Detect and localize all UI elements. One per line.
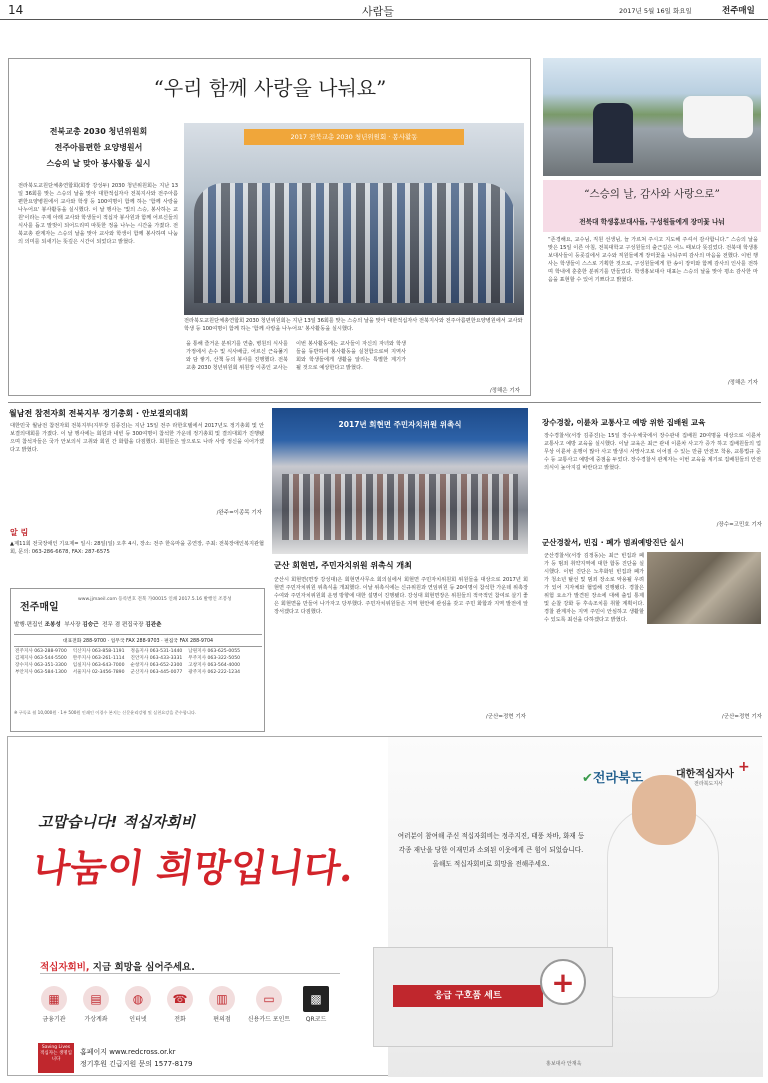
masthead-name: 전주매일: [20, 602, 59, 613]
dir-cell: 완주지사 063-261-1114: [72, 656, 125, 661]
main-body-mid: 을 통해 즐거운 분위기를 연출, 병원의 식사를 가정에서 손수 및 식사배급, 어르신 근육풀기와 담 쌓기, 산책 등의 봉사를 진행했다. 전북교총 2030 청년위원회 위원장 이종인 교사는: [186, 341, 288, 371]
phone-icon: ☎: [167, 986, 193, 1012]
dir-cell: 서울지사 02-3456-7890: [72, 670, 125, 675]
ad-cta: [40, 959, 195, 973]
council-body: 대한민국 월남전 참전자회 전북지부(지부장 김종진)는 지난 15일 전주 라한호텔에서 2017년도 정기총회 및 안보결의대회를 가졌다. 이 날 행사에는 회원과 내빈 등 300여명이 참석한 가운데 정기총회 및 결의대회가 진행됐으며 참석자들은 국가 안보의식 고취와 회원 간 화합을 다짐했다. 회원들은 앞으로도 나라 사랑 정신을 이어가겠다고 밝혔다.: [10, 423, 264, 453]
gunsan-crime-headline: 군산경찰서, 빈집 · 폐가 범죄예방진단 실시: [542, 538, 684, 547]
dir-cell: 부안지사 063-584-1300: [15, 670, 67, 675]
photo-car: [683, 96, 753, 138]
main-sub-3: 스승의 날 맞아 봉사활동 실시: [46, 159, 151, 168]
teacherday-body: “존경해요, 교수님, 직원 선생님, 늘 가르쳐 주시고 지도해 주셔서 감사합니다.” 스승의 날을 맞은 15일 이른 아침, 전북대학교 구성원들의 출근길은 어느 때보다 뜻깊었다. 전북대 학생홍보대사들이 등굣길에서 교수와 직원들에게 장미꽃을 나눠주며 감사의 마음을 전했다. 이번 행사는 학생들이 스스로 기획한 것으로, 구성원들에게 한 송이 장미와 함께 감사의 인사를 전하며 학내에 훈훈한 분위기를 만들었다. 학생홍보대사 대표는 스승의 날을 맞아 평소 감사한 마음을 표현할 수 있어 기쁘다고 밝혔다.: [548, 237, 758, 283]
gunsan-photo: [272, 408, 528, 554]
police-body: 장수경찰서(서장 김종진)는 15일 장수우체국에서 장수관내 집배원 20여명을 대상으로 이륜차 교통사고 예방 교육을 실시했다. 이날 교육은 최근 관내 이륜차 사고가 증가 하고 집배원들의 업무상 이륜차 운행이 많아 사고 발생시 사망사고로 이어질 수 있는 만큼 안전모 착용, 교통법규 준수 등 교통사고 예방에 중점을 두었다. 장수경찰서 관계자는 이번 교육을 계기로 집배원들의 안전의식이 높아지길 바란다고 밝혔다.: [544, 433, 761, 471]
dir-cell: 임실지사 063-643-7000: [72, 663, 125, 668]
gunsan-crime-photo: [647, 552, 761, 624]
ad-message: 여러분이 참여해 주신 적십자회비는 정주지진, 태풍 차바, 화재 등 각종 재난을 당한 이재민과 소외된 이웃에게 큰 힘이 되었습니다. 올해도 적십자회비로 희망을 전해주세요.: [397, 832, 585, 868]
ad-cta-red: 적십자회비,: [40, 962, 90, 973]
main-body-left: 전라북도교원단체총연합회(회장 강성두) 2030 청년위원회는 지난 13일 36회를 맞는 스승의 날을 맞아 대한적십자사 전북지사와 전주아름편한요양병원에서 교사와 학생 등 100여명이 함께 하는 '함께 사랑을 나누어요' 봉사활동을 실시했다. 이 날 행사는 '빛의 스승, 봉사하는 교원'이라는 주제 아래 교사와 학생들이 적십자 봉사원과 함께 어르신들의 식사를 돕고 말벗이 되어드리며 따뜻한 정을 나누는 시간을 가졌다. 전북교총 관계자는 스승의 날을 맞아 교사와 학생이 함께 봉사하며 나눔의 의미를 되새기는 뜻깊은 시간이 되었다고 밝혔다.: [18, 183, 178, 245]
masthead-phone: 대표전화 288-9700 · 업무국 FAX 288-9703 · 편집국 FAX 288-9704: [14, 634, 262, 647]
paper-name: 전주매일: [722, 6, 755, 16]
editor-label: 부사장: [64, 622, 81, 628]
main-photo: [184, 123, 524, 315]
dir-cell: 장수지사 063-351-3300: [15, 663, 67, 668]
dir-cell: 정읍지사 063-531-1440: [130, 649, 183, 654]
main-body-right: 이번 봉사활동에는 교사들이 자신의 자녀와 학생들을 동반하여 봉사활동을 실천함으로써 지역사회와 학생들에게 생활을 알리는 특별한 계기가 될 것으로 예상한다고 밝혔다.: [296, 341, 406, 371]
gunsan-crime-body-cont: [544, 626, 761, 704]
method-internet[interactable]: ◍ 인터넷: [118, 986, 158, 1023]
ad-org-cross-icon: +: [738, 759, 750, 775]
dir-cell: 익산지사 063-858-1191: [72, 649, 125, 654]
teacherday-headline: “스승의 날, 감사와 사랑으로”: [584, 188, 720, 200]
bank-icon: ▦: [41, 986, 67, 1012]
ad-redcross-icon: +: [540, 959, 586, 1005]
ad-slogan-1: 고맙습니다! 적십자회비: [38, 813, 195, 831]
notice-title: 알 림: [10, 528, 29, 537]
store-icon: ▥: [209, 986, 235, 1012]
teacherday-subhead: 전북대 학생홍보대사들, 구성원들에게 장미꽃 나눠: [579, 218, 725, 226]
gunsan-event-byline: /군산=정현 기자: [485, 714, 526, 720]
ad-kit-label: 응급 구호품 세트: [393, 985, 543, 1007]
method-qr[interactable]: ▩ QR코드: [296, 986, 336, 1023]
wallet-icon: ▤: [83, 986, 109, 1012]
gunsan-event-headline: 군산 회현면, 주민자치위원 위촉식 개최: [274, 561, 412, 570]
editor-name: 김승근: [82, 622, 99, 628]
masthead-staff: [14, 620, 262, 628]
ad-badge: Saving Lives 적십자는 생명입니다: [38, 1043, 74, 1073]
police-headline: 장수경찰, 이륜차 교통사고 예방 위한 집배원 교육: [542, 418, 706, 427]
dir-cell: 무주지사 063-322-5050: [188, 656, 241, 661]
dir-cell: 진안지사 063-433-3331: [130, 656, 183, 661]
ad-org: 대한적십자사: [676, 769, 734, 780]
redcross-ad: [7, 736, 762, 1076]
photo-crowd: [194, 183, 514, 303]
main-byline: /정해은 기자: [489, 388, 520, 394]
council-byline: /완주=이종목 기자: [216, 510, 262, 516]
gunsan-banner: 2017년 회현면 주민자치위원 위촉식: [338, 420, 462, 429]
method-store[interactable]: ▥ 편의점: [202, 986, 242, 1023]
directory-row: [12, 648, 243, 655]
photo-people: [593, 103, 633, 163]
photo-group: [282, 474, 518, 540]
publisher-name: 조봉성: [44, 622, 61, 628]
directory-row: [12, 669, 243, 676]
method-virtual-account[interactable]: ▤ 가상계좌: [76, 986, 116, 1023]
teacherday-photo: [543, 58, 761, 176]
dir-cell: 김제지사 063-544-5500: [15, 656, 67, 661]
divider: [8, 402, 761, 403]
council-headline: 월남전 참전자회 전북지부 정기총회 · 안보결의대회: [9, 409, 189, 418]
main-sub-2: 전주아름편한 요양병원서: [54, 143, 143, 152]
globe-icon: ◍: [125, 986, 151, 1012]
ad-province: ✔전라북도: [582, 771, 644, 786]
ad-slogan-2: 나눔이 희망입니다.: [30, 845, 357, 890]
photo-banner: 2017 전북교총 2030 청년위원회 · 봉사활동: [244, 129, 464, 145]
dir-cell: 고창지사 063-564-4000: [188, 663, 241, 668]
qr-icon: ▩: [303, 986, 329, 1012]
gunsan-crime-byline: /군산=정현 기자: [721, 714, 762, 720]
main-photo-caption: 전라북도교원단체총연합회 2030 청년위원회는 지난 13일 36회를 맞는 스승의 날을 맞아 대한적십자사 전북지사와 전주아름편한요양병원에서 교사와 학생 등 100여명이 함께 하는 '함께 사랑을 나누어요' 봉사활동을 실시했다.: [184, 318, 523, 332]
teacherday-byline: /정해은 기자: [727, 380, 758, 386]
dir-cell: 광주지사 062-222-1234: [188, 670, 241, 675]
method-bank[interactable]: ▦ 금융기관: [34, 986, 74, 1023]
ad-org-sub: 전라북도지사: [694, 781, 723, 787]
issue-date: 2017년 5월 16일 화요일: [619, 7, 692, 15]
card-icon: ▭: [256, 986, 282, 1012]
dir-cell: 순창지사 063-652-2300: [130, 663, 183, 668]
ad-homepage: 홈페이지 www.redcross.or.kr: [80, 1048, 176, 1056]
dir-cell: 남원지사 063-625-0055: [188, 649, 241, 654]
main-subheads: [16, 124, 181, 172]
ad-hotline: 정기후원 긴급지원 문의 1577-8179: [80, 1060, 193, 1068]
method-phone[interactable]: ☎ 전화: [160, 986, 200, 1023]
chief-name: 김관춘: [145, 622, 162, 628]
chief-label: 전무 겸 편집국장: [102, 622, 144, 628]
directory-row: [12, 655, 243, 662]
page-number: 14: [8, 3, 24, 17]
masthead-info: www.jjmaeil.com 등록번호 전북 가00015 인쇄 2017.5.16 발행인 조봉성: [78, 597, 232, 602]
gunsan-crime-body: 군산경찰서(서장 김정동)는 최근 빈집과 폐가 등 범죄 취약지역에 대한 합동 진단을 실시했다. 이번 진단은 노후화된 빈집과 폐가가 청소년 탈선 및 범죄 장소로 악용될 우려가 있어 지자체와 협업해 진행됐다. 경찰은 위험 요소가 발견된 장소에 대해 출입 통제 및 순찰 강화 등 후속조치를 취할 계획이다. 경찰 관계자는 지역 주민이 안심하고 생활할 수 있도록 최선을 다하겠다고 밝혔다.: [544, 553, 644, 623]
province-mark-icon: ✔: [582, 771, 593, 786]
section-name: 사람들: [362, 5, 394, 18]
ad-cta-rest: 지금 희망을 심어주세요.: [89, 962, 195, 973]
masthead-footer: ※ 구독료 월 10,000원 · 1부 500원 인쇄인 이경수 본지는 신문윤리강령 및 실천요강을 준수합니다.: [14, 710, 197, 715]
page-header: [0, 0, 768, 20]
main-headline: “우리 함께 사랑을 나눠요”: [153, 76, 387, 100]
police-byline: /장수=고민호 기자: [716, 522, 762, 528]
notice-body: ▲제11회 전국장애인 기요제= 일시: 28일(일) 오후 4시, 장소: 전주 한옥마을 공연장, 주최: 전북장애인복지관협회, 문의: 063-286-6678, FAX: 287-6575: [10, 541, 264, 555]
ad-rule: [40, 973, 340, 974]
main-sub-1: 전북교총 2030 청년위원회: [49, 127, 148, 136]
masthead-directory: [12, 648, 243, 676]
method-card-points[interactable]: ▭ 신용카드 포인트: [244, 986, 294, 1023]
dir-cell: 군산지사 063-445-0077: [130, 670, 183, 675]
gunsan-event-body: 군산시 회현면(면장 강성대)은 회현면사무소 회의실에서 회현면 주민자치위원회 위원들을 대상으로 2017년 회현면 주민자치위원 위촉식을 개최했다. 이날 위촉식에는 신규위원과 연임위원 등 20여명이 참석한 가운데 위촉장 수여와 주민자치위원회 운영 방향에 대한 설명이 진행됐다. 강성대 회현면장은 위원들의 적극적인 참여로 살기 좋은 회현면을 만들어 나가자고 당부했다. 주민자치위원들은 지역 현안에 관심을 갖고 주민 화합과 지역 발전에 앞장서겠다고 다짐했다.: [274, 577, 528, 615]
ad-model-credit: 홍보대사 안재욱: [546, 1061, 582, 1067]
dir-cell: 전주지사 063-288-9700: [15, 649, 67, 654]
directory-row: [12, 662, 243, 669]
publisher-label: 발행·편집인: [14, 622, 43, 628]
